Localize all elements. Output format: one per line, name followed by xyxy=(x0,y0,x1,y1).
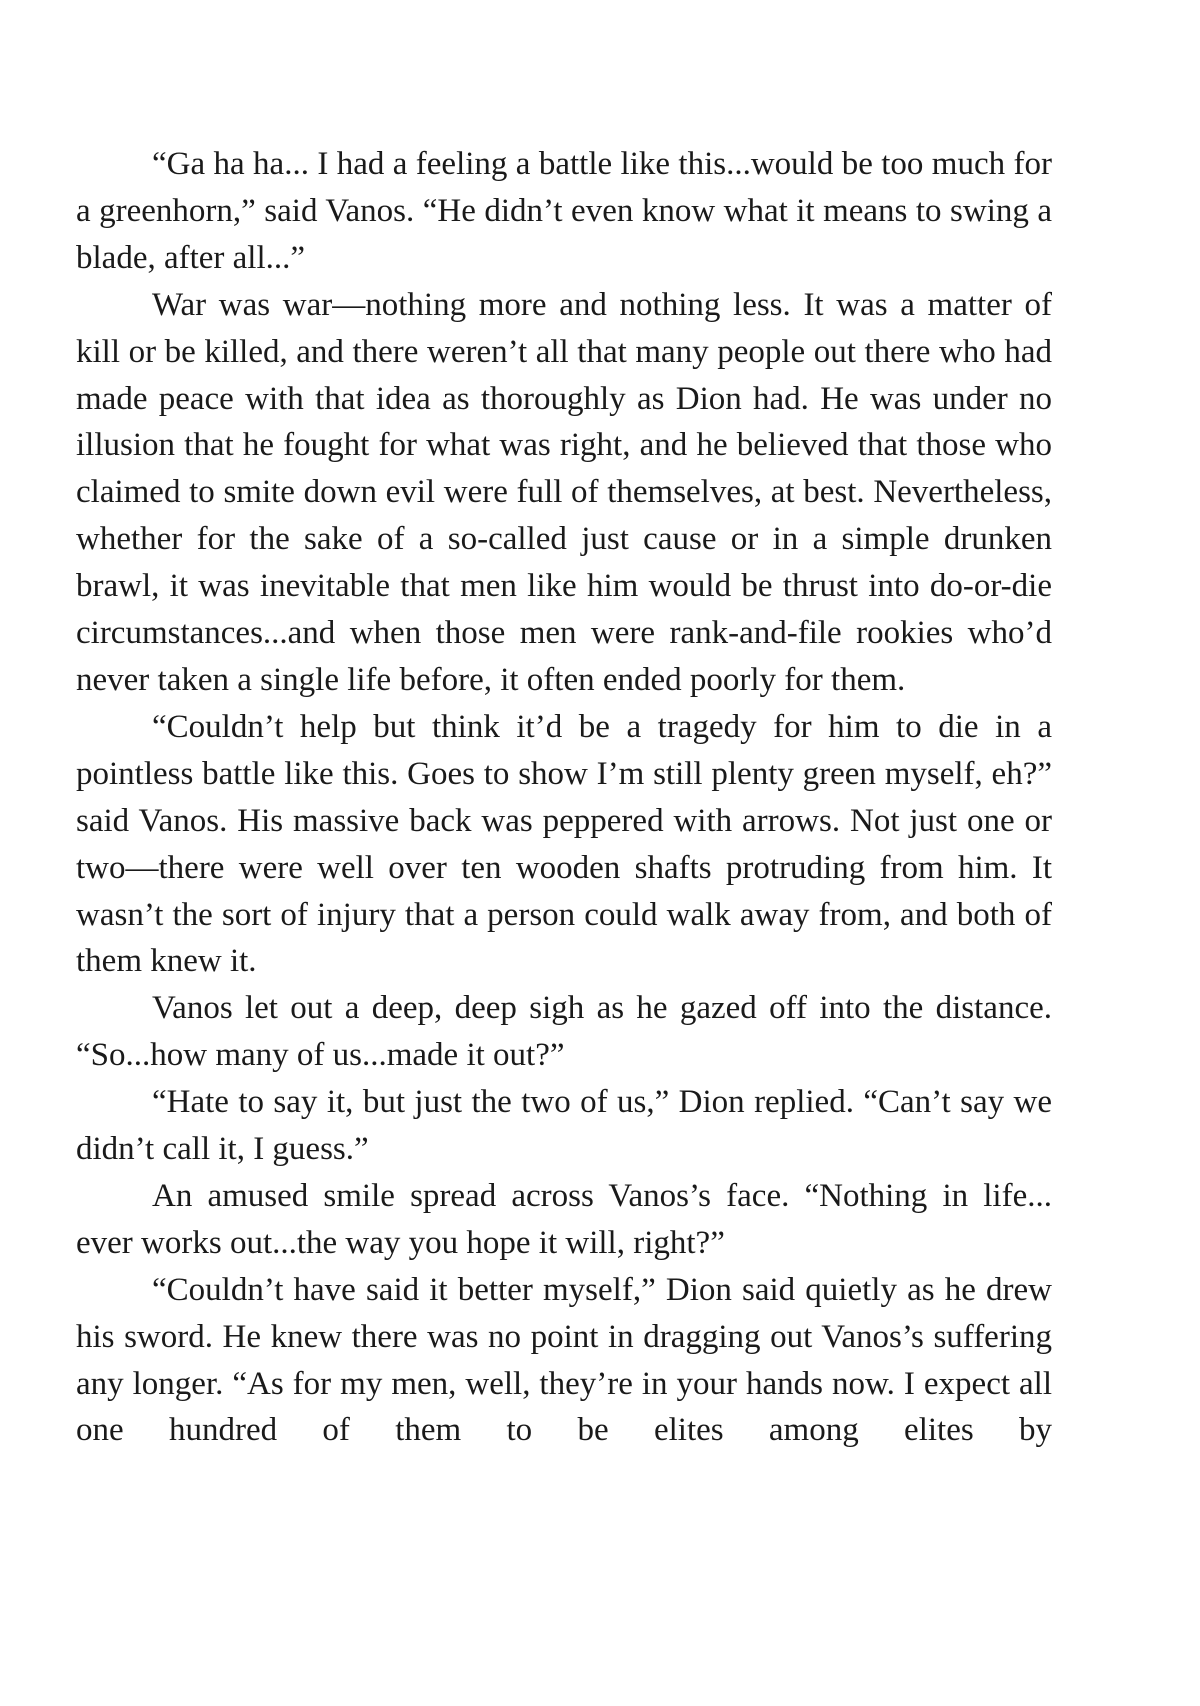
paragraph: An amused smile spread across Vanos’s face. “Nothing in life... ever works out...the way you hope it will, right?” xyxy=(76,1177,1052,1261)
paragraph-last: “Couldn’t have said it better myself,” Dion said quietly as he drew his sword. He knew there was no point in dragging out Vanos’s suffering any longer. “As for my men, well, they’re in your hands now. I expect all one hundred of them to be elites among elites by xyxy=(76,1271,1052,1449)
paragraph: “Hate to say it, but just the two of us,” Dion replied. “Can’t say we didn’t call it, I guess.” xyxy=(76,1084,1052,1168)
paragraph: “Ga ha ha... I had a feeling a battle like this...would be too much for a greenhorn,” said Vanos. “He didn’t even know what it means to swing a blade, after all...” xyxy=(76,146,1052,276)
body-text xyxy=(76,141,1052,1454)
paragraph: War was war—nothing more and nothing less. It was a matter of kill or be killed, and there weren’t all that many people out there who had made peace with that idea as thoroughly as Dion had. He was under no illusion that he fought for what was right, and he believed that those who claimed to smite down evil were full of themselves, at best. Nevertheless, whether for the sake of a so-called just cause or in a simple drunken brawl, it was inevitable that men like him would be thrust into do-or-die circumstances...and when those men were rank-and-file rookies who’d never taken a single life before, it often ended poorly for them. xyxy=(76,286,1052,698)
paragraph: “Couldn’t help but think it’d be a tragedy for him to die in a pointless battle like this. Goes to show I’m still plenty green myself, eh?” said Vanos. His massive back was peppered with arrows. Not just one or two—there were well over ten wooden shafts protruding from him. It wasn’t the sort of injury that a person could walk away from, and both of them knew it. xyxy=(76,708,1052,980)
paragraph: Vanos let out a deep, deep sigh as he gazed off into the distance. “So...how many of us...made it out?” xyxy=(76,990,1052,1074)
